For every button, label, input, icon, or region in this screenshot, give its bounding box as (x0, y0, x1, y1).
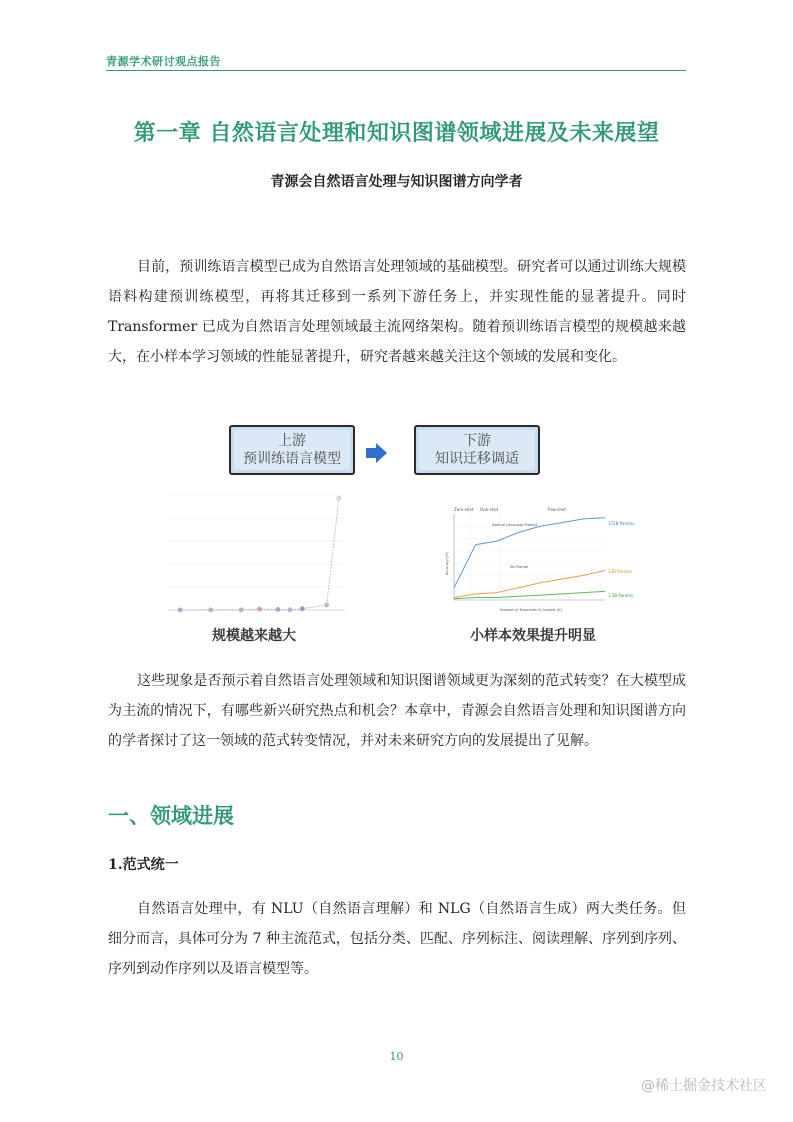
left-figure-caption: 规模越来越大 (212, 628, 296, 644)
trend-line (180, 498, 339, 610)
section-heading: 一、领域进展 (108, 803, 234, 828)
series-line-0 (454, 518, 605, 588)
data-point (178, 608, 182, 612)
data-point (300, 607, 304, 611)
watermark: @稀土掘金技术社区 (641, 1078, 767, 1094)
legend-1-3b: 1.3B Params (608, 593, 634, 598)
data-point (324, 603, 328, 607)
legend-175b: 175B Params (608, 521, 635, 526)
few-shot-accuracy-chart (440, 500, 650, 615)
downstream-box (414, 425, 540, 475)
page-number: 10 (389, 1050, 404, 1063)
data-point (239, 608, 243, 612)
right-figure-caption: 小样本效果提升明显 (470, 628, 596, 644)
annotation-no-prompt: No Prompt (510, 565, 529, 569)
data-point (257, 607, 261, 611)
data-point (288, 608, 292, 612)
upstream-box-line2: 预训练语言模型 (243, 451, 341, 467)
subsection-heading: 1.范式统一 (108, 857, 179, 873)
annotation-natural-language-prompt: Natural Language Prompt (492, 523, 537, 527)
data-point (337, 496, 341, 500)
model-scale-chart (150, 490, 350, 615)
intro-paragraph: 目前，预训练语言模型已成为自然语言处理领域的基础模型。研究者可以通过训练大规模语料构建预训练模型，再将其迁移到一系列下游任务上，并实现性能的显著提升。同时 Transformer 已成为自然语言处理领域最主流网络架构。随着预训练语言模型的规模越来越大，在小样本学习领域的性能显著提升，研究者越来越关注这个领域的发展和变化。 (108, 259, 686, 365)
series-line-2 (454, 591, 605, 598)
downstream-box-line1: 下游 (463, 433, 491, 449)
data-point (276, 607, 280, 611)
upstream-box-line1: 上游 (278, 433, 306, 449)
chapter-author: 青源会自然语言处理与知识图谱方向学者 (270, 174, 523, 190)
legend-13b: 13B Params (608, 569, 632, 574)
x-axis-label: Number of Examples in Context (K) (500, 608, 562, 612)
data-point (209, 608, 213, 612)
report-header-title: 青源学术研讨观点报告 (106, 55, 221, 68)
series-line-1 (454, 571, 605, 598)
paradigm-paragraph: 自然语言处理中，有 NLU（自然语言理解）和 NLG（自然语言生成）两大类任务。但细分而言，具体可分为 7 种主流范式，包括分类、匹配、序列标注、阅读理解、序列到序列、序列到动作序列以及语言模型等。 (108, 901, 686, 977)
annotation-zero-shot: Zero-shot (454, 507, 474, 512)
chapter-title: 第一章 自然语言处理和知识图谱领域进展及未来展望 (133, 120, 660, 146)
downstream-box-line2: 知识迁移调适 (435, 451, 519, 467)
annotation-few-shot: Few-shot (548, 507, 566, 512)
annotation-one-shot: One-shot (480, 507, 499, 512)
y-axis-label: Accuracy (%) (445, 551, 449, 575)
header-divider (106, 70, 686, 71)
right-arrow-icon (366, 443, 388, 463)
upstream-box (229, 425, 355, 475)
paradigm-question-paragraph: 这些现象是否预示着自然语言处理领域和知识图谱领域更为深刻的范式转变？在大模型成为主流的情况下，有哪些新兴研究热点和机会？本章中，青源会自然语言处理和知识图谱方向的学者探讨了这一领域的范式转变情况，并对未来研究方向的发展提出了见解。 (108, 673, 686, 749)
